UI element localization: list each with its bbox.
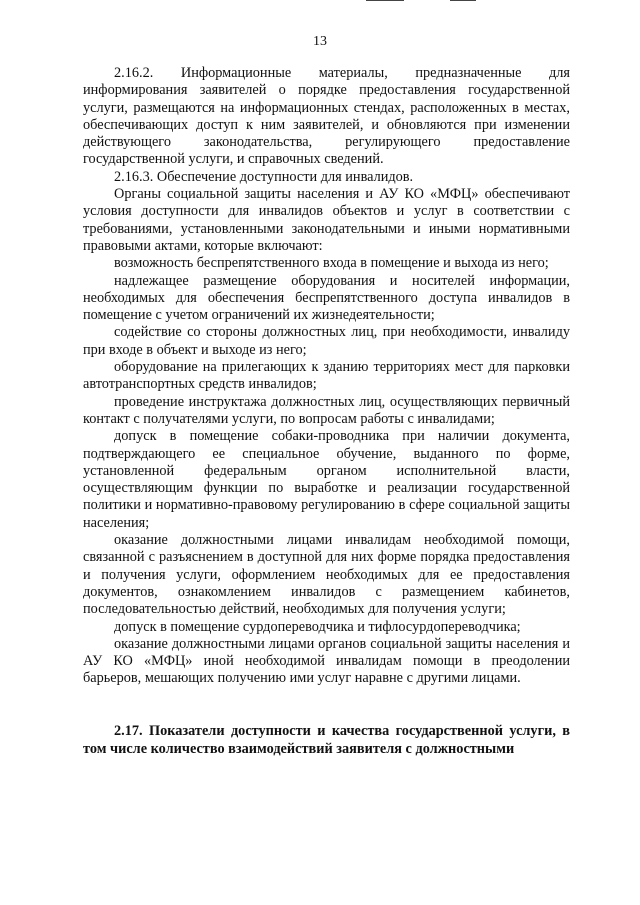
list-item-equipment: надлежащее размещение оборудования и носителей информации, необходимых для обеспечения беспрепятственного доступа инвалидов в помещение с учетом ограничений их жизнедеятельности; bbox=[83, 272, 570, 324]
list-item-interpreter: допуск в помещение сурдопереводчика и тифлосурдопереводчика; bbox=[114, 618, 521, 635]
paragraph-2-16-3: 2.16.3. Обеспечение доступности для инвалидов. bbox=[114, 168, 414, 185]
section-heading-2-17: 2.17. Показатели доступности и качества государственной услуги, в том числе количество взаимодействий заявителя с должностными bbox=[83, 722, 570, 757]
list-item-assistance: содействие со стороны должностных лиц, при необходимости, инвалиду при входе в объект и выходе из него; bbox=[83, 324, 570, 358]
list-item-parking: оборудование на прилегающих к зданию территориях мест для парковки автотранспортных средств инвалидов; bbox=[83, 359, 570, 393]
document-body bbox=[83, 65, 570, 758]
list-item-guide-dog: допуск в помещение собаки-проводника при наличии документа, подтверждающего ее специальное обучение, выданного по форме, установленной федеральным органом исполнительной власти, осуществляющим функции по выработке и реализации государственной политики и нормативно-правовому регулированию в сфере социальной защиты населения; bbox=[83, 428, 570, 531]
list-item-entrance: возможность беспрепятственного входа в помещение и выхода из него; bbox=[114, 255, 549, 272]
list-item-other-help: оказание должностными лицами органов социальной защиты населения и АУ КО «МФЦ» иной необходимой инвалидам помощи в преодолении барьеров, мешающих получению ими услуг наравне с другими лицами. bbox=[83, 635, 570, 687]
paragraph-2-16-2: 2.16.2. Информационные материалы, предназначенные для информирования заявителей о порядке предоставления государственной услуги, размещаются на информационных стендах, расположенных в местах, обеспечивающих доступ к ним заявителей, и обновляются при изменении действующего законодательства, регулирующего предоставление государственной услуги, и справочных сведений. bbox=[83, 65, 570, 168]
list-item-briefing: проведение инструктажа должностных лиц, осуществляющих первичный контакт с получателями услуги, по вопросам работы с инвалидами; bbox=[83, 393, 570, 427]
paragraph-organs: Органы социальной защиты населения и АУ КО «МФЦ» обеспечивают условия доступности для инвалидов объектов и услуг в соответствии с требованиями, установленными законодательными и иными нормативными правовыми актами, которые включают: bbox=[83, 186, 570, 254]
page-number: 13 bbox=[313, 34, 327, 49]
scan-marks bbox=[366, 0, 486, 4]
list-item-help: оказание должностными лицами инвалидам необходимой помощи, связанной с разъяснением в доступной для них форме порядка предоставления и получения услуги, оформлением необходимых для ее предоставления документов, ознакомлением инвалидов с размещением кабинетов, последовательностью действий, необходимых для получения услуги; bbox=[83, 532, 570, 618]
